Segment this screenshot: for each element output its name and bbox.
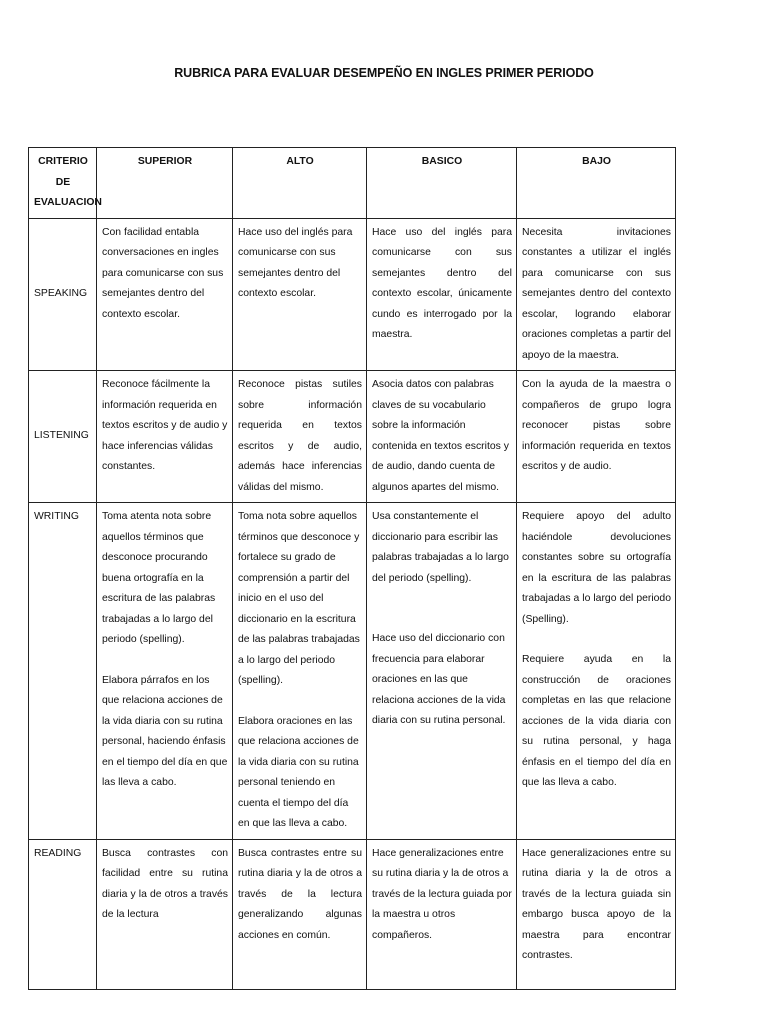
header-basico: BASICO (367, 148, 517, 219)
cell-speaking-superior: Con facilidad entabla conversaciones en ingles para comunicarse con sus semejantes dentro del contexto escolar. (97, 218, 233, 371)
row-writing (29, 503, 676, 840)
cell-speaking-basico: Hace uso del inglés para comunicarse con sus semejantes dentro del contexto escolar, únicamente cundo es interrogado por la maestra. (367, 218, 517, 371)
criterio-speaking: SPEAKING (29, 218, 97, 371)
criterio-reading: READING (29, 839, 97, 989)
writing-bajo-part2: Requiere ayuda en la construcción de oraciones completas en las que relacione acciones de la vida diaria con su rutina personal, y haga énfasis en el tiempo del día en que las lleva a cabo. (522, 654, 671, 788)
cell-writing-bajo (517, 503, 676, 840)
cell-writing-alto (233, 503, 367, 840)
cell-writing-basico (367, 503, 517, 840)
header-superior: SUPERIOR (97, 148, 233, 219)
cell-listening-basico: Asocia datos con palabras claves de su vocabulario sobre la información contenida en textos escritos y de audio, dando cuenta de algunos apartes del mismo. (367, 371, 517, 503)
writing-basico-part1: Usa constantemente el diccionario para escribir las palabras trabajadas a lo largo del periodo (spelling). (372, 511, 509, 584)
cell-speaking-bajo: Necesita invitaciones constantes a utilizar el inglés para comunicarse con sus semejantes dentro del contexto escolar, logrando elaborar oraciones completas a partir del apoyo de la maestra. (517, 218, 676, 371)
writing-alto-part1: Toma nota sobre aquellos términos que desconoce y fortalece su grado de comprensión a partir del inicio en el uso del diccionario en la escritura de las palabras trabajadas a lo largo del periodo (spelling). (238, 511, 360, 686)
criterio-writing: WRITING (29, 503, 97, 840)
header-alto: ALTO (233, 148, 367, 219)
row-listening (29, 371, 676, 503)
cell-listening-alto: Reconoce pistas sutiles sobre información requerida en textos escritos y de audio, además hace inferencias válidas del mismo. (233, 371, 367, 503)
cell-writing-superior (97, 503, 233, 840)
row-reading (29, 839, 676, 989)
cell-reading-basico: Hace generalizaciones entre su rutina diaria y la de otros a través de la lectura guiada por la maestra u otros compañeros. (367, 839, 517, 989)
writing-superior-part2: Elabora párrafos en los que relaciona acciones de la vida diaria con su rutina personal, haciendo énfasis en el tiempo del día en que las lleva a cabo. (102, 674, 228, 788)
cell-listening-superior: Reconoce fácilmente la información requerida en textos escritos y de audio y hace inferencias válidas constantes. (97, 371, 233, 503)
writing-alto-part2: Elabora oraciones en las que relaciona acciones de la vida diaria con su rutina personal teniendo en cuenta el tiempo del día en que las lleva a cabo. (238, 715, 359, 829)
page-title: RUBRICA PARA EVALUAR DESEMPEÑO EN INGLES PRIMER PERIODO (174, 66, 594, 80)
writing-superior-part1: Toma atenta nota sobre aquellos términos que desconoce procurando buena ortografía en la escritura de las palabras trabajadas a lo largo del periodo (spelling). (102, 511, 216, 645)
header-row (29, 148, 676, 219)
cell-reading-alto: Busca contrastes entre su rutina diaria y la de otros a través de la lectura generalizando algunas acciones en común. (233, 839, 367, 989)
row-speaking (29, 218, 676, 371)
writing-bajo-part1: Requiere apoyo del adulto haciéndole devoluciones constantes sobre su ortografía en la escritura de las palabras trabajadas a lo largo del periodo (Spelling). (522, 511, 671, 625)
header-criterio: CRITERIO DE EVALUACION (29, 148, 97, 219)
cell-listening-bajo: Con la ayuda de la maestra o compañeros de grupo logra reconocer pistas sobre información requerida en textos escritos y de audio. (517, 371, 676, 503)
criterio-listening: LISTENING (29, 371, 97, 503)
writing-basico-part2: Hace uso del diccionario con frecuencia para elaborar oraciones en las que relaciona acciones de la vida diaria con su rutina personal. (372, 633, 506, 726)
cell-reading-bajo: Hace generalizaciones entre su rutina diaria y la de otros a través de la lectura guiada sin embargo busca apoyo de la maestra para encontrar contrastes. (517, 839, 676, 989)
cell-speaking-alto: Hace uso del inglés para comunicarse con sus semejantes dentro del contexto escolar. (233, 218, 367, 371)
header-bajo: BAJO (517, 148, 676, 219)
rubric-table (28, 147, 676, 990)
cell-reading-superior: Busca contrastes con facilidad entre su rutina diaria y la de otros a través de la lectura (97, 839, 233, 989)
